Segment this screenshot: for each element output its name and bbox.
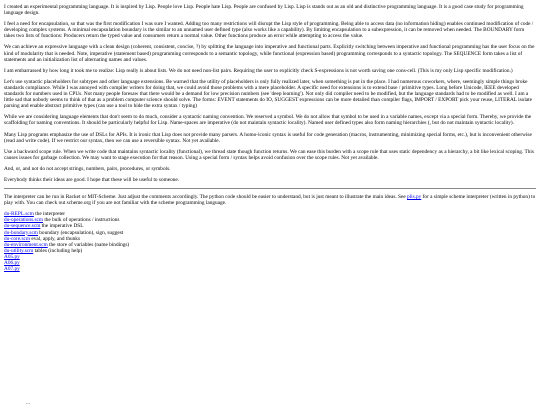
file-list [4, 211, 536, 272]
file-description: eval, apply, and thunks [31, 235, 81, 242]
file-description: the store of variables (name bindings) [49, 241, 130, 248]
file-link[interactable]: du-bondary.scm [4, 229, 38, 236]
file-link[interactable]: du-sequence.scm [4, 223, 41, 230]
paragraph-imperative-functional: We can achieve an expressive language with a clean design (coherent, consistent, concise, ?) by splitting the language into imperative and functional parts. Explicitly switching between imperative and functional programming has the user focus on the kind of modularity that is needed. Note, imperative (statement based) programming corresponds to a semantic topology, while functional (expression based) programming corresponds to a syntactic topology. The SEQUENCE form takes a list of statements and an initialization list of alternating names and values. [4, 44, 535, 63]
paragraph-lists: I am embarrassed by how long it took me to realize: Lisp really is about lists. We do not need non-list pairs. Requiring the user to explicitly check S-expressions is not worth saving one cons-cell. (This is my only Lisp specific modification.) [4, 67, 513, 74]
paragraph-scope-rule: Use a backward scope rule. When we write code that maintains syntactic locality (functional), we thread state though function returns. We can ease this burden with a scope rule that uses static dependency as a hierarchy, a bit like lexical scoping. This causes issues for garbage collection. We may want to stage execution for that reason. Using a special form / syntax helps avoid confusion over the scope rules. Not yet available. [4, 148, 534, 161]
file-description: the imperative DSL [41, 223, 84, 230]
file-row [4, 266, 536, 272]
file-link[interactable]: du-core.scm [4, 235, 31, 242]
paragraph-dsl: Many Lisp programs emphasize the use of DSLs for APIs. It is ironic that Lisp does not provide many parsers. A homo-iconic syntax is useful for code generation (macros, instrumenting, minimizing special forms, etc.), but is inconvenient otherwise (read and write code). If we restrict our syntax, then we can use a reversible syntax. Not yet available. [4, 131, 532, 144]
file-link[interactable]: du-REPL.scm [4, 211, 34, 218]
file-description: the bulk of operations / instructions [44, 217, 120, 224]
paragraph-naming-convention: While we are considering language elements that don't seem to do much, consider a syntactic naming convention. We reserved a symbol. We do not allow that symbol to be used in a variable names, except via a special form. Thereby, we provide the scaffolding for naming conventions. It should be particularly helpful for Lisp. Name-spaces are imperative (do not maintain syntactic locality). Named user defined types also form naming hierarchies (, but do not maintain syntactic locality). [4, 114, 532, 127]
interpreter-text-after: for a simple scheme interpreter (written in python) to play with. You can check out scheme.org if you are not familiar with the scheme programming language. [4, 194, 536, 207]
paragraph-logic-operators: And, or, and not do not accept strings, numbers, pairs, procedures, or symbols. [4, 165, 171, 172]
paragraph-interpreter [4, 194, 536, 206]
file-link[interactable]: du-utility.scm [4, 247, 34, 254]
file-link[interactable]: A06.py [4, 260, 20, 266]
file-description: boundary (encapsulation), sign, suggest [39, 229, 124, 236]
file-link[interactable]: A07.py [4, 266, 20, 273]
cutoff-text: ... [26, 400, 30, 406]
file-description: the interpreter [35, 211, 66, 218]
file-description: tables (including help) [34, 247, 83, 254]
plis-link[interactable]: plis.py [407, 194, 422, 201]
paragraph-placeholders: Let's use syntactic placeholders for subtypes and other language extensions. Be warned that the utility of placeholders is only fully realized later, when something is put in the place. I had numerous coworkers, where, seemingly simple things broke standards compliance. While I was annoyed with compiler writers for doing that, we could avoid those problems with a mere placeholder. A specific need for extensions is to extend base / primitive types. Long before Unicode, IEEE developed standards for numbers used in CPUs. Not many people foresaw that there would be a demand for low precision numbers (see 'deep learning'). Not only did compiler need to be modified, but the language standards had to be modified as well. I am a little sad that nobody seems to think of that as a problem computer science should solve. The forms: EVENT statements do IO, SUGGEST expressions can be more detailed than compiler flags, IMPORT / EXPORT pick your reuse, LITERAL isolate parsing and enable abstract primitive types (can use a tool to hide the extra syntax / typing) [4, 78, 532, 110]
interpreter-text-before: The interpreter can be run in Racket or MIT-Scheme. Just adjust the comments accordingly. The python code should be easier to understand, but is just meant to illustrate the main ideas. See [4, 194, 407, 201]
paragraph-intro: I created an experimental programming language. It is inspired by Lisp. People love Lisp. People hate Lisp. People are confused by Lisp. Lisp is stands out as an old and distinctive programming language. It is a good case study for programming language design. [4, 4, 524, 17]
paragraph-closing: Everybody thinks their ideas are good. I hope that these will be useful to someone. [4, 176, 180, 183]
file-link[interactable]: du-operations.scm [4, 217, 43, 224]
section-divider [4, 188, 536, 189]
file-link[interactable]: du-environment.scm [4, 241, 48, 248]
paragraph-encapsulation: I feel a need for encapsulation, so that was the first modification I was sure I wanted. Adding too many restrictions will disrupt the Lisp style of programming. Being able to access data (no information hiding) enables continued modification of code / developing complex systems. A minimal encapsulation boundary is the similar to an unnamed user defined type (also works like a capability). By limiting encapsulation to a subexpression, it can be removed when needed. The BOUNDARY form takes two lists of functions: Producers return the typed value and consumers return a normal value. Other functions produce an error while attempting to access the value. [4, 21, 534, 40]
file-link[interactable]: A05.py [4, 253, 20, 260]
